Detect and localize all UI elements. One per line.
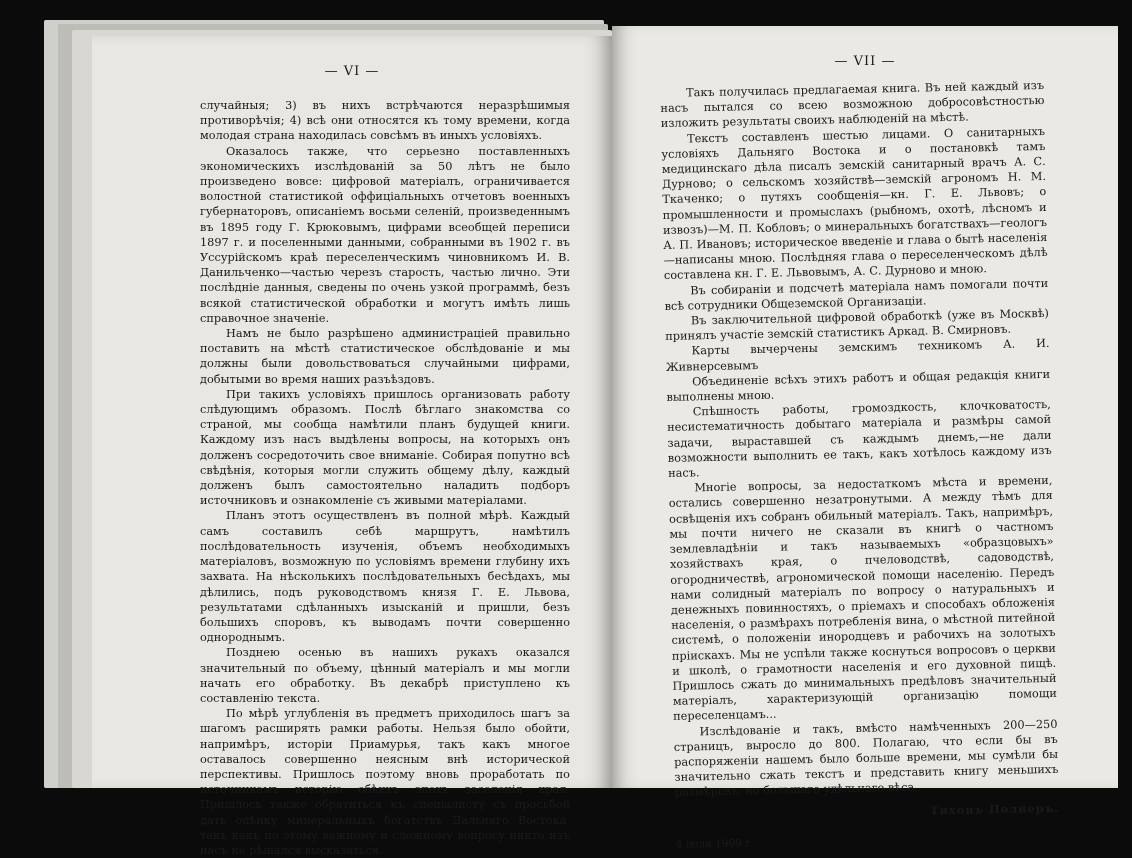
page-number: — VII — bbox=[834, 54, 896, 69]
paragraph: Оказалось также, что серьезно поставленныхъ экономическихъ изслѣдованій за 50 лѣтъ не было произведено вовсе: цифровой матеріалъ, ограничивается волостной статистикой оффиціальныхъ отчетовъ военныхъ губернаторовъ, описаніемъ восьми селеній, произведеннымъ въ 1895 году Г. Крюковымъ, цифрами всеобщей переписи 1897 г. и поселенными данными, собранными въ 1902 г. въ Уссурійскомъ краѣ переселенческимъ чиновникомъ И. В. Данильченко—частью черезъ старость, частью лично. Эти послѣдніе данныя, сведены по очень узкой программѣ, безъ всякой статистической обработки и могутъ имѣть лишь справочное значеніе. bbox=[200, 144, 570, 325]
left-page bbox=[92, 36, 612, 857]
paragraph: Изслѣдованіе и такъ, вмѣсто намѣченныхъ 200—250 страницъ, выросло до 800. Полагаю, что если бы въ распоряженіи нашемъ было больше времени, мы сумѣли бы значительно сжать текстъ и представить книгу меньшихъ размѣровъ, но большаго удѣльнаго вѣса. bbox=[673, 717, 1059, 800]
paragraph: случайныя; 3) въ нихъ встрѣчаются неразрѣшимыя противорѣчія; 4) всѣ они относятся къ тому времени, когда молодая страна находилась совсѣмъ въ иныхъ условіяхъ. bbox=[200, 99, 570, 143]
author-signature: Тихонъ Полнеръ. bbox=[930, 800, 1060, 818]
paragraph: Въ собираніи и подсчетѣ матеріала намъ помогали почти всѣ сотрудники Общеземской Организаціи. bbox=[664, 276, 1049, 313]
paragraph: Позднею осенью въ нашихъ рукахъ оказался значительный по объему, цѣнный матеріалъ и мы могли начать его обработку. Въ декабрѣ приступлено къ составленію текста. bbox=[200, 646, 570, 705]
right-page bbox=[612, 26, 1118, 851]
paragraph: Спѣшность работы, громоздкость, клочковатость, несистематичность добытаго матеріала и размѣры самой задачи, выраставшей съ каждымъ днемъ,—не дали возможности выполнить ее такъ, какъ хотѣлось каждому изъ насъ. bbox=[667, 398, 1052, 480]
paragraph: Объединеніе всѣхъ этихъ работъ и общая редакція книги выполнены мною. bbox=[666, 367, 1051, 404]
paragraph: Намъ не было разрѣшено администраціей правильно поставить на мѣстѣ статистическое обслѣдованіе и мы должны были довольствоваться случайными цифрами, добытыми во время наших разъѣздовъ. bbox=[200, 327, 570, 386]
paragraph: Карты вычерчены земскимъ техникомъ А. И. Живнерсевымъ bbox=[665, 337, 1050, 374]
page-number: — VI — bbox=[324, 64, 380, 79]
paragraph: Многіе вопросы, за недостаткомъ мѣста и времени, остались совершенно незатронутыми. А между тѣмъ для освѣщенія ихъ собранъ обильный матеріалъ. Такъ, напримѣръ, мы почти ничего не сказали въ книгѣ о частномъ землевладѣніи и такъ называемыхъ «образцовыхъ» хозяйствахъ края, о пчеловодствѣ, садоводствѣ, огородничествѣ, агрономической помощи населенію. Передъ нами солидный матеріалъ по вопросу о натуральныхъ и денежныхъ повинностяхъ, о пріемахъ и способахъ обложенія населенія, о размѣрахъ потребленія вина, о мѣстной питейной системѣ, о положеніи инородцевъ и рабочихъ на золотыхъ пріискахъ. Мы не успѣли также коснуться вопросовъ о церкви и школѣ, о грамотности населенія и его духовной пищѣ. Пришлось сжать до минимальныхъ предѣловъ значительный матеріалъ, характеризующій организацію помощи переселенцамъ... bbox=[668, 474, 1057, 724]
paragraph: Такъ получилась предлагаемая книга. Въ ней каждый изъ насъ пытался со всею возможною добросовѣстностью изложить результаты своихъ наблюденій на мѣстѣ. bbox=[660, 78, 1045, 131]
paragraph: При такихъ условіяхъ пришлось организовать работу слѣдующимъ образомъ. Послѣ бѣглаго знакомства со страной, мы сообща намѣтили планъ будущей книги. Каждому изъ насъ выдѣлены вопросы, на которыхъ онъ долженъ сосредоточить свое вниманіе. Собирая попутно всѣ свѣдѣнія, которыя могли служить общему дѣлу, каждый долженъ былъ самостоятельно наладить подборъ источниковъ и ознакомленіе съ живыми матеріалами. bbox=[200, 387, 570, 508]
paragraph: Въ заключительной цифровой обработкѣ (уже въ Москвѣ) принялъ участіе земскій статистикъ Аркад. В. Смирновъ. bbox=[665, 306, 1049, 344]
left-page-text bbox=[200, 98, 570, 858]
paragraph: Текстъ составленъ шестью лицами. О санитарныхъ условіяхъ Дальняго Востока и о постановкѣ тамъ медицинскаго дѣла писалъ земскій санитарный врачъ А. С. Дурново; о сельскомъ хозяйствѣ—земскій агрономъ Н. М. Ткаченко; о путяхъ сообщенія—кн. Г. Е. Львовъ; о промышленности и промыслахъ (рыбномъ, охотѣ, лѣсномъ и извозъ)—М. П. Кобловъ; о минеральныхъ богатствахъ—геологъ А. П. Ивановъ; историческое введеніе и глава о бытѣ населенія—написаны мною. Послѣдняя глава о переселенческомъ дѣлѣ составлена кн. Г. Е. Львовымъ, А. С. Дурново и мною. bbox=[661, 124, 1048, 283]
right-page-text bbox=[660, 78, 1060, 853]
paragraph: По мѣрѣ углубленія въ предметъ приходилось шагъ за шагомъ расширять рамки работы. Нельзя было обойти, напримѣръ, исторіи Приамурья, такъ какъ многое оставалось совершенно неясным внѣ исторической перспективы. Пришлось поэтому вновь проработать по источникамъ исторію обѣихъ эпохъ заселенія края. Пришлось также обратиться къ спеціалисту съ просьбой дать оцѣнку минеральныхъ богатствъ Дальняго Востока, такъ какъ по этому важному и сложному вопросу никто изъ насъ не рѣшался высказаться. bbox=[200, 707, 570, 857]
date-line: 4 іюля 1909 г. bbox=[675, 836, 755, 851]
paragraph: Планъ этотъ осуществленъ въ полной мѣрѣ. Каждый самъ составилъ себѣ маршрутъ, намѣтилъ послѣдовательность изученія, объемъ необходимыхъ матеріаловъ, возможную по условіямъ времени глубину ихъ захвата. На нѣсколькихъ послѣдовательныхъ бесѣдахъ, мы дѣлились, подъ руководствомъ князя Г. Е. Львова, результатами сдѣланныхъ изысканій и пришли, безъ большихъ споровъ, къ выводамъ почти совершенно однороднымъ. bbox=[200, 509, 570, 645]
